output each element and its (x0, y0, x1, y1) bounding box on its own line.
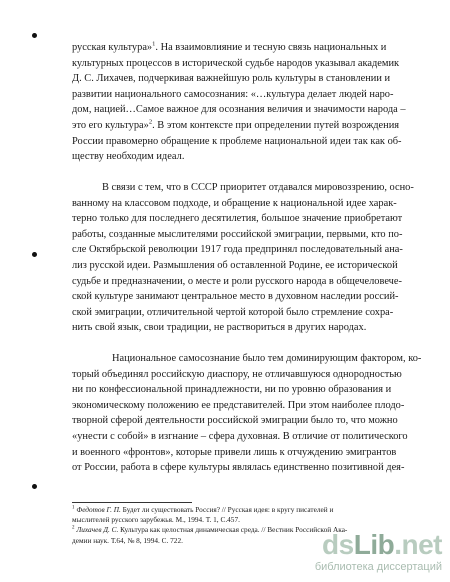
margin-bullet (32, 33, 37, 38)
footnote-1-cont: мыслителей русского зарубежья. М., 1994. Т. 1, С.457. (72, 515, 240, 525)
text-line: творной сферой деятельности российской эмиграции было то, что можно (72, 415, 398, 427)
margin-bullet (32, 252, 37, 257)
text-line: ской эмиграции, отличительной чертой которой было стремление сохра- (72, 306, 394, 318)
text-line: Д. С. Лихачев, подчеркивая важнейшую роль культуры в становлении и (72, 73, 391, 85)
text-line: русская культура»$^1$. На взаимовлияние и тесную связь национальных и (72, 40, 387, 53)
text-line: это его культура»$^2$. В этом контексте при определении путей возрождения (72, 118, 400, 131)
margin-bullet (32, 484, 37, 489)
text-line: ской культуре занимают центральное место в духовном наследии россий- (72, 291, 399, 303)
text-line: дом, нацией…Самое важное для осознания величия и значимости народа – (72, 104, 406, 116)
footnote-divider (72, 502, 192, 503)
paragraph-2 (72, 180, 412, 336)
dslib-logo[interactable]: dsLib.net (322, 529, 442, 560)
paragraph-1 (72, 40, 412, 165)
text-line: ни по конфессиональной принадлежности, ни по уровню образования и (72, 384, 392, 396)
text-line: экономическому положению ее представителей. При этом наиболее плодо- (72, 399, 405, 411)
text-line: торый объединял российскую диаспору, не отличавшуюся однородностью (72, 368, 402, 380)
footnote-ref[interactable]: 2 (148, 118, 153, 126)
text-line: судьбе и предназначении, о месте и роли русского народа в общечеловече- (72, 275, 402, 287)
text-line: ществу необходим идеал. (72, 151, 185, 163)
text-line: работы, созданные мыслителями российской эмиграции, первыми, кто по- (72, 228, 403, 240)
footnote-2: $^2$ Лихачев Д. С. Культура как целостная динамическая среда. // Вестник Российской Ака- (72, 525, 348, 535)
text-line: В связи с тем, что в СССР приоритет отдавался мировоззрению, осно- (102, 182, 414, 193)
text-line: терно только для последнего десятилетия, большое значение приобретают (72, 213, 403, 225)
text-line: лиз русской идеи. Размышления об оставленной Родине, ее исторической (72, 259, 398, 271)
footnote-2-cont: демии наук. Т.64, № 8, 1994. С. 722. (72, 535, 183, 545)
text-line: от России, работа в сфере культуры являлась единственно позитивной дея- (72, 462, 405, 474)
paragraph-3 (72, 351, 422, 476)
text-line: ванному на классовом подходе, и обращение к национальной идее харак- (72, 197, 397, 209)
text-line: культурных процессов в исторической судьбе народов указывал академик (72, 57, 400, 69)
watermark-subtitle: библиотека диссертаций (314, 561, 442, 573)
text-line: и военного «фронтов», которые привели лишь к отчуждению эмигрантов (72, 446, 397, 458)
text-line: «унести с собой» в изгнание – сфера духовная. В отличие от политического (72, 430, 408, 442)
text-line: Национальное самосознание было тем доминирующим фактором, ко- (112, 353, 422, 364)
footnote-1: $^1$ Федотов Г. П. Будет ли существовать Россия? // Русская идея: в кругу писателей и (72, 505, 334, 514)
site-watermark[interactable] (232, 528, 442, 576)
footnote-ref[interactable]: 1 (152, 40, 156, 48)
text-line: России правомерно обращение к проблеме национальной идеи так как об- (72, 135, 402, 147)
text-line: развитии национального самосознания: «…культура делает людей наро- (72, 88, 394, 100)
text-line: нить свой язык, свои традиции, не раствориться в других народах. (72, 322, 367, 334)
text-line: сле Октябрьской революции 1917 года предпринял последовательный ана- (72, 244, 403, 256)
